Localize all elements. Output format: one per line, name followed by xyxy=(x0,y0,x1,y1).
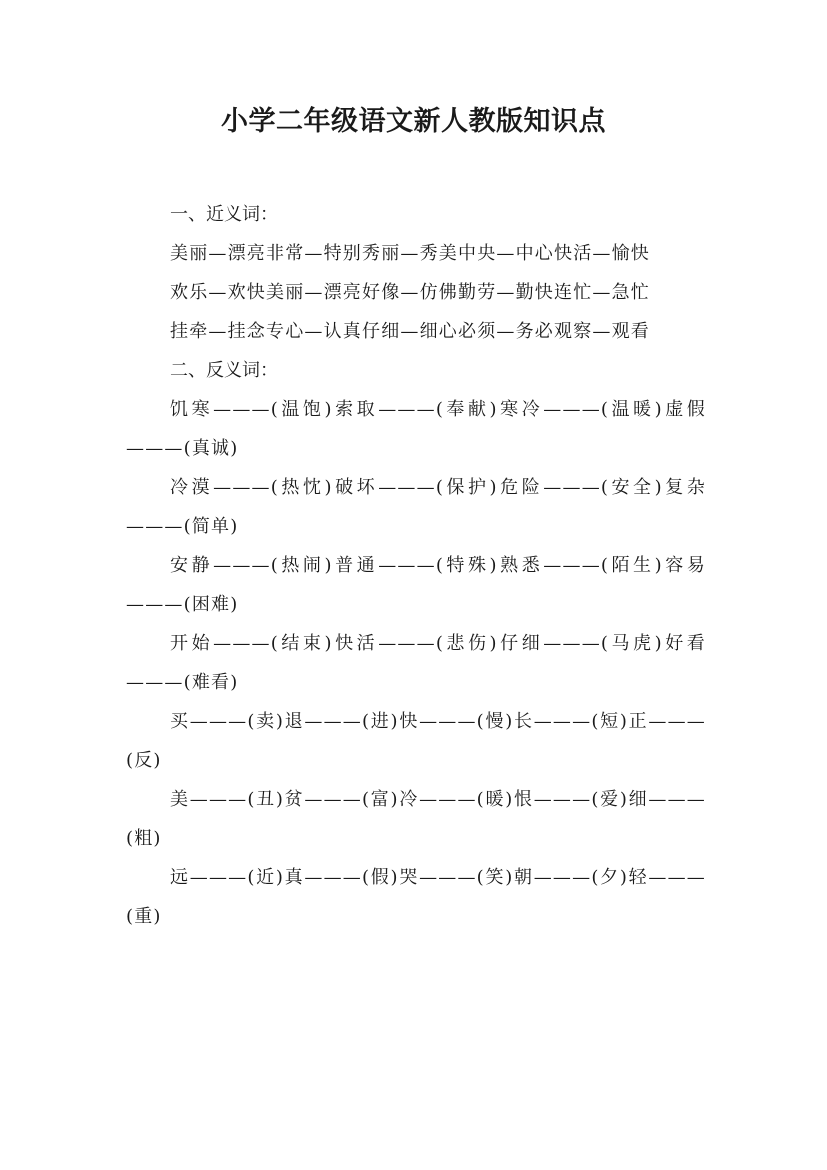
antonyms-paragraph: 美———(丑)贫———(富)冷———(暖)恨———(爱)细———(粗) xyxy=(126,789,706,849)
section-heading-synonyms: 一、近义词： xyxy=(170,204,278,225)
synonyms-paragraph: 挂牵—挂念专心—认真仔细—细心必须—务必观察—观看 xyxy=(170,321,650,342)
synonyms-paragraph: 欢乐—欢快美丽—漂亮好像—仿佛勤劳—勤快连忙—急忙 xyxy=(170,282,650,303)
antonyms-paragraph: 开始———(结束)快活———(悲伤)仔细———(马虎)好看———(难看) xyxy=(126,633,706,693)
document-title: 小学二年级语文新人教版知识点 xyxy=(221,106,606,137)
antonyms-paragraph: 远———(近)真———(假)哭———(笑)朝———(夕)轻———(重) xyxy=(126,867,706,927)
section-heading-antonyms: 二、反义词： xyxy=(170,360,278,381)
antonyms-paragraph: 冷漠———(热忱)破坏———(保护)危险———(安全)复杂———(简单) xyxy=(126,477,706,537)
document-body xyxy=(126,195,706,936)
antonyms-paragraph: 安静———(热闹)普通———(特殊)熟悉———(陌生)容易———(困难) xyxy=(126,555,706,615)
synonyms-paragraph: 美丽—漂亮非常—特别秀丽—秀美中央—中心快活—愉快 xyxy=(170,243,650,264)
antonyms-paragraph: 买———(卖)退———(进)快———(慢)长———(短)正———(反) xyxy=(126,711,706,771)
antonyms-paragraph: 饥寒———(温饱)索取———(奉献)寒冷———(温暖)虚假———(真诚) xyxy=(126,399,706,459)
